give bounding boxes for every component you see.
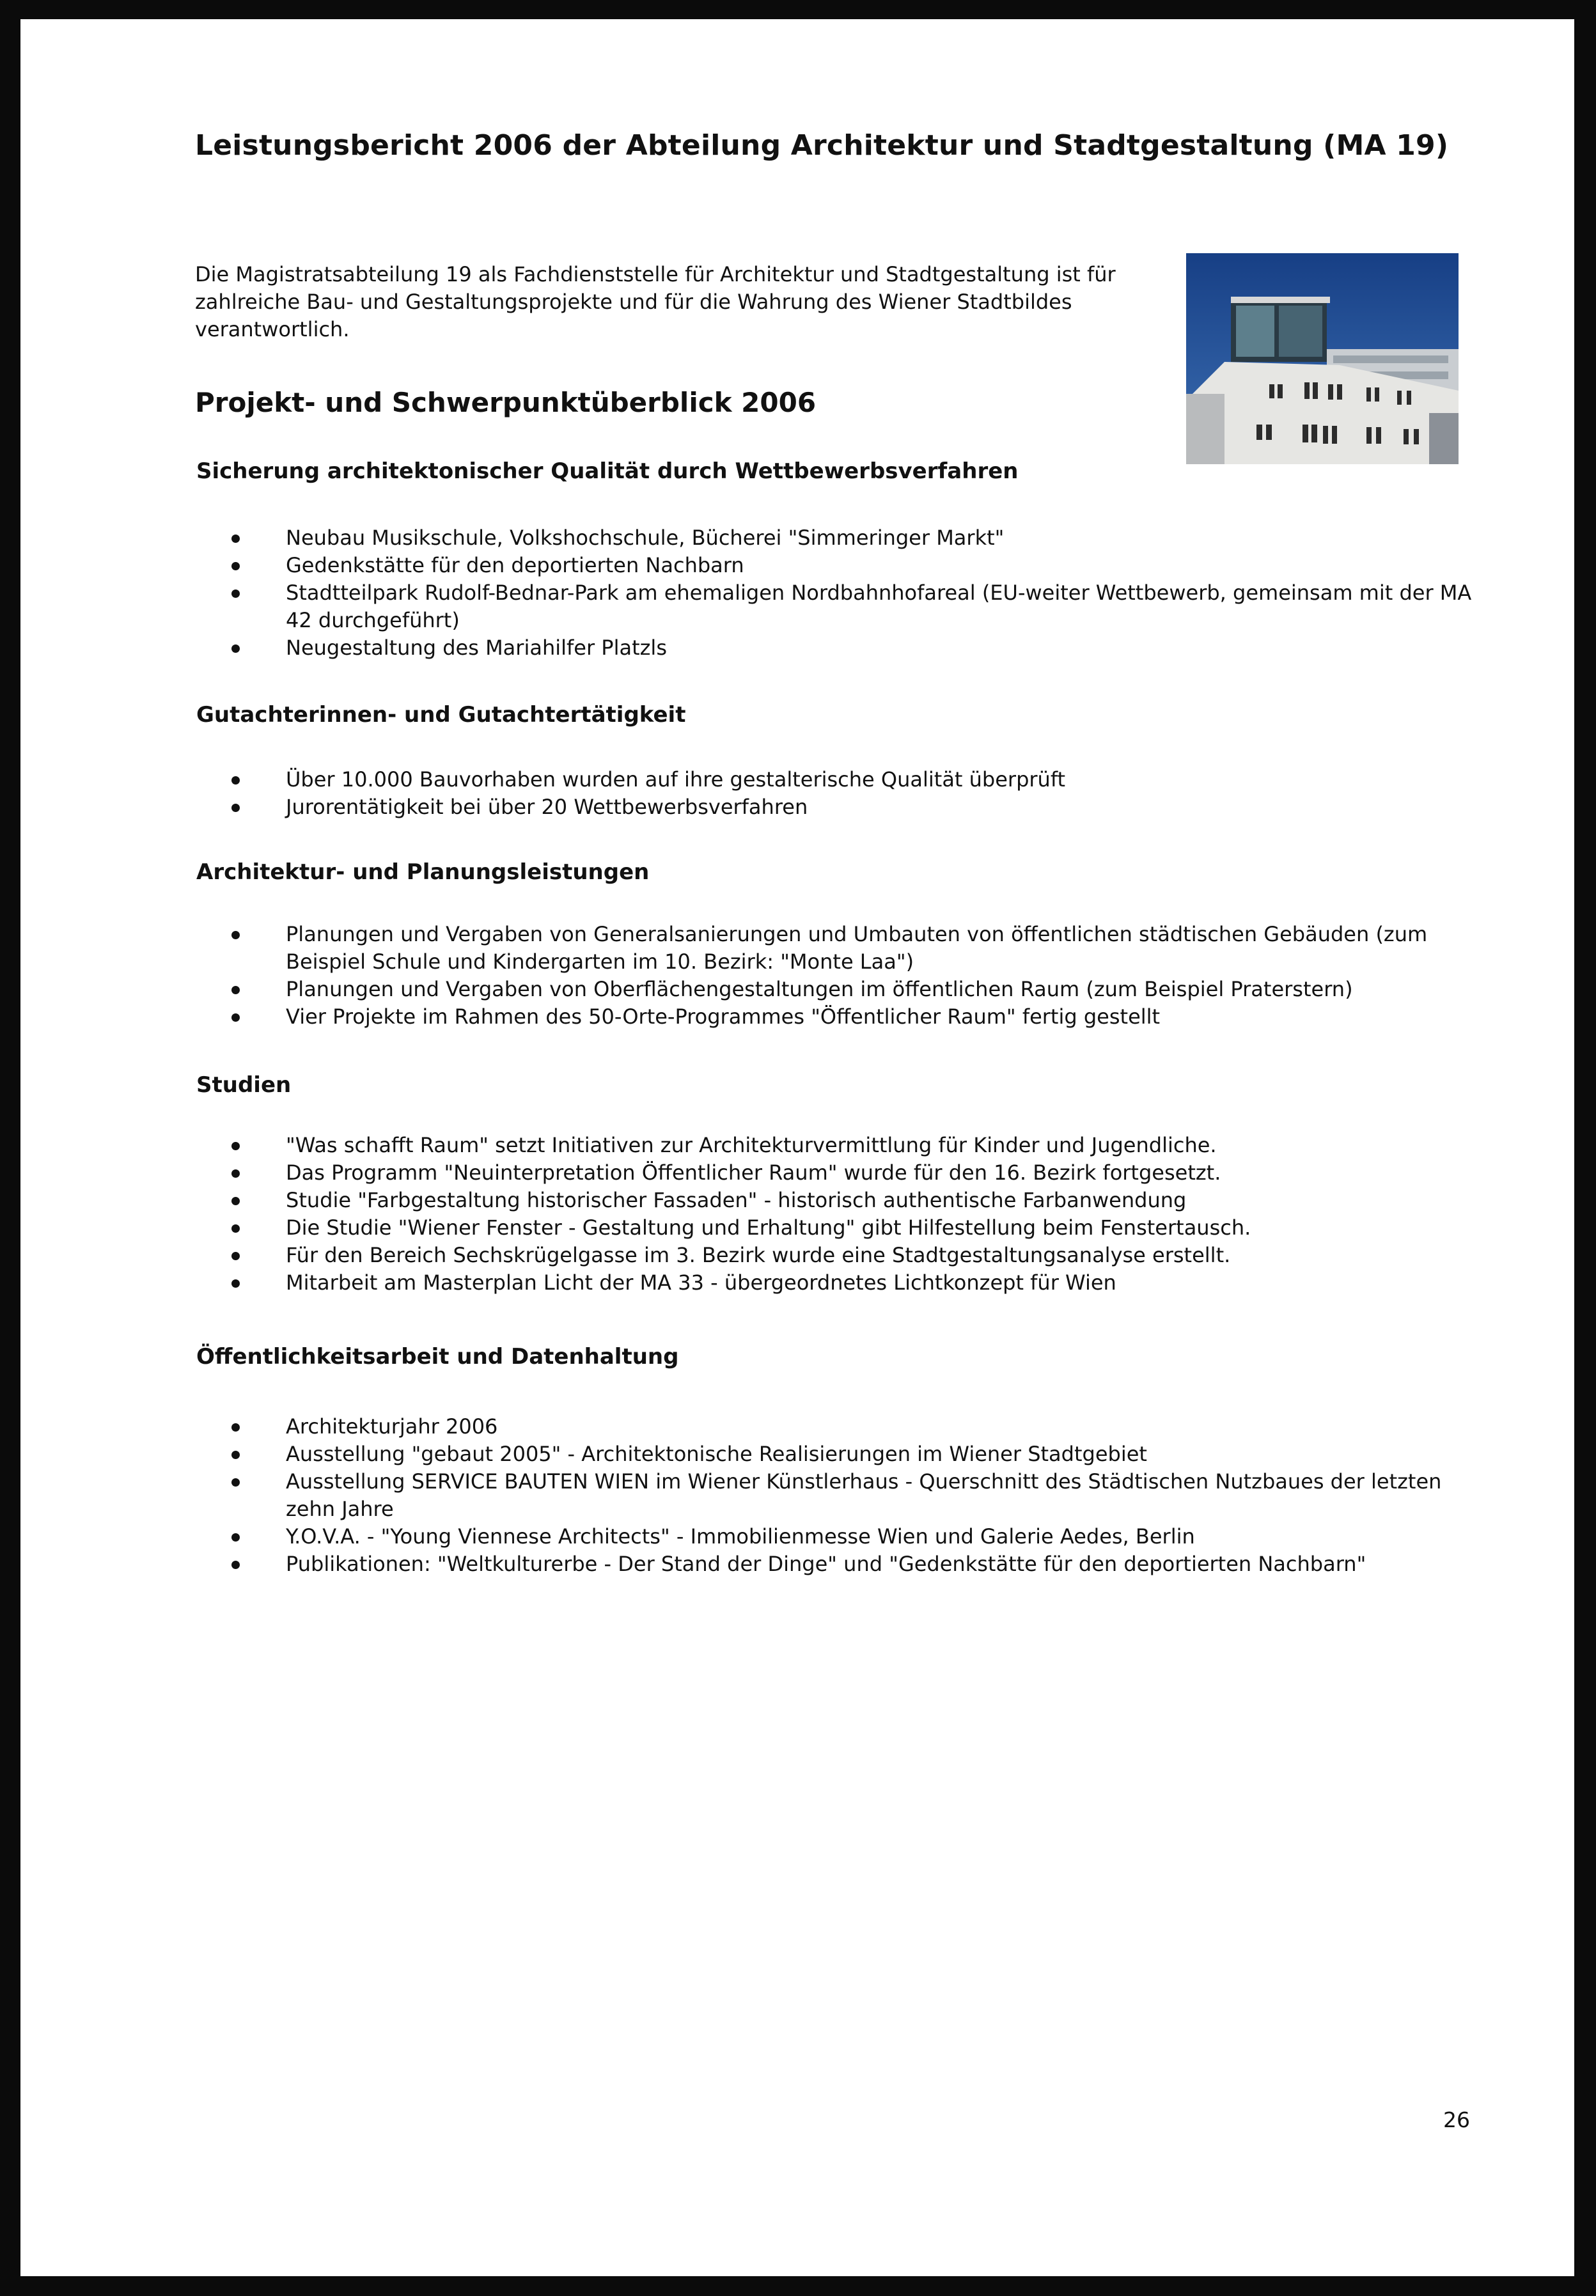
bullet-icon (231, 1169, 240, 1178)
intro-paragraph: Die Magistratsabteilung 19 als Fachdienststelle für Architektur und Stadtgestaltung ist für zahlreiche Bau- und Gestaltungsprojekte und für die Wahrung des Wiener Stadtbildes verantwortlich. (195, 262, 1116, 341)
list-item: Y.O.V.A. - "Young Viennese Architects" - Immobilienmesse Wien und Galerie Aedes, Berlin (196, 1523, 1482, 1550)
bullet-icon (231, 776, 240, 785)
section-heading-gutachtertaetigkeit: Gutachterinnen- und Gutachtertätigkeit (196, 702, 686, 728)
list-item: Jurorentätigkeit bei über 20 Wettbewerbsverfahren (196, 793, 1475, 821)
bullet-list-oeffentlichkeitsarbeit (196, 1413, 1482, 1578)
bullet-icon (231, 1197, 240, 1205)
page-title: Leistungsbericht 2006 der Abteilung Architektur und Stadtgestaltung (MA 19) (195, 129, 1449, 162)
bullet-list-studien (196, 1132, 1475, 1297)
list-item: Mitarbeit am Masterplan Licht der MA 33 - übergeordnetes Lichtkonzept für Wien (196, 1269, 1475, 1297)
bullet-icon (231, 1252, 240, 1260)
list-item: Studie "Farbgestaltung historischer Fassaden" - historisch authentische Farbanwendung (196, 1187, 1475, 1214)
bullet-icon (231, 1478, 240, 1487)
building-photo (1186, 253, 1459, 464)
list-item: Über 10.000 Bauvorhaben wurden auf ihre gestalterische Qualität überprüft (196, 766, 1475, 793)
bullet-icon (231, 644, 240, 653)
bullet-list-gutachtertaetigkeit (196, 766, 1475, 821)
list-item: Für den Bereich Sechskrügelgasse im 3. Bezirk wurde eine Stadtgestaltungsanalyse erstellt. (196, 1242, 1475, 1269)
bullet-icon (231, 1224, 240, 1233)
list-item: Planungen und Vergaben von Generalsanierungen und Umbauten von öffentlichen städtischen Gebäuden (zum Beispiel Schule und Kindergarten im 10. Bezirk: "Monte Laa") (196, 921, 1475, 976)
section-heading-planungsleistungen: Architektur- und Planungsleistungen (196, 859, 650, 885)
list-item: Die Studie "Wiener Fenster - Gestaltung und Erhaltung" gibt Hilfestellung beim Fenstertausch. (196, 1214, 1475, 1242)
bullet-icon (231, 1279, 240, 1288)
list-item: "Was schafft Raum" setzt Initiativen zur Architekturvermittlung für Kinder und Jugendliche. (196, 1132, 1475, 1159)
overview-title: Projekt- und Schwerpunktüberblick 2006 (195, 387, 817, 418)
building-photo-graphic (1186, 253, 1459, 464)
bullet-icon (231, 1451, 240, 1459)
bullet-icon (231, 986, 240, 994)
list-item: Vier Projekte im Rahmen des 50-Orte-Programmes "Öffentlicher Raum" fertig gestellt (196, 1003, 1475, 1031)
bullet-icon (231, 931, 240, 939)
bullet-icon (231, 1423, 240, 1432)
list-item: Stadtteilpark Rudolf-Bednar-Park am ehemaligen Nordbahnhofareal (EU-weiter Wettbewerb, gemeinsam mit der MA 42 durchgeführt) (196, 579, 1475, 634)
bullet-list-planungsleistungen (196, 921, 1475, 1031)
bullet-list-wettbewerbsverfahren (196, 524, 1475, 662)
list-item: Architekturjahr 2006 (196, 1413, 1482, 1441)
page-number: 26 (1443, 2107, 1470, 2132)
bullet-icon (231, 1533, 240, 1542)
list-item: Gedenkstätte für den deportierten Nachbarn (196, 552, 1475, 579)
bullet-icon (231, 562, 240, 570)
bullet-icon (231, 1561, 240, 1569)
list-item: Neubau Musikschule, Volkshochschule, Bücherei "Simmeringer Markt" (196, 524, 1475, 552)
section-heading-wettbewerbsverfahren: Sicherung architektonischer Qualität durch Wettbewerbsverfahren (196, 458, 1019, 484)
list-item: Planungen und Vergaben von Oberflächengestaltungen im öffentlichen Raum (zum Beispiel Praterstern) (196, 976, 1475, 1003)
list-item: Ausstellung SERVICE BAUTEN WIEN im Wiener Künstlerhaus - Querschnitt des Städtischen Nutzbaues der letzten zehn Jahre (196, 1468, 1482, 1523)
bullet-icon (231, 590, 240, 598)
bullet-icon (231, 1142, 240, 1150)
page (20, 19, 1574, 2276)
list-item: Neugestaltung des Mariahilfer Platzls (196, 634, 1475, 662)
list-item: Publikationen: "Weltkulturerbe - Der Stand der Dinge" und "Gedenkstätte für den deportierten Nachbarn" (196, 1550, 1482, 1578)
list-item: Ausstellung "gebaut 2005" - Architektonische Realisierungen im Wiener Stadtgebiet (196, 1441, 1482, 1468)
bullet-icon (231, 535, 240, 543)
list-item: Das Programm "Neuinterpretation Öffentlicher Raum" wurde für den 16. Bezirk fortgesetzt. (196, 1159, 1475, 1187)
section-heading-studien: Studien (196, 1072, 292, 1098)
bullet-icon (231, 1013, 240, 1022)
section-heading-oeffentlichkeitsarbeit: Öffentlichkeitsarbeit und Datenhaltung (196, 1344, 679, 1370)
bullet-icon (231, 804, 240, 812)
